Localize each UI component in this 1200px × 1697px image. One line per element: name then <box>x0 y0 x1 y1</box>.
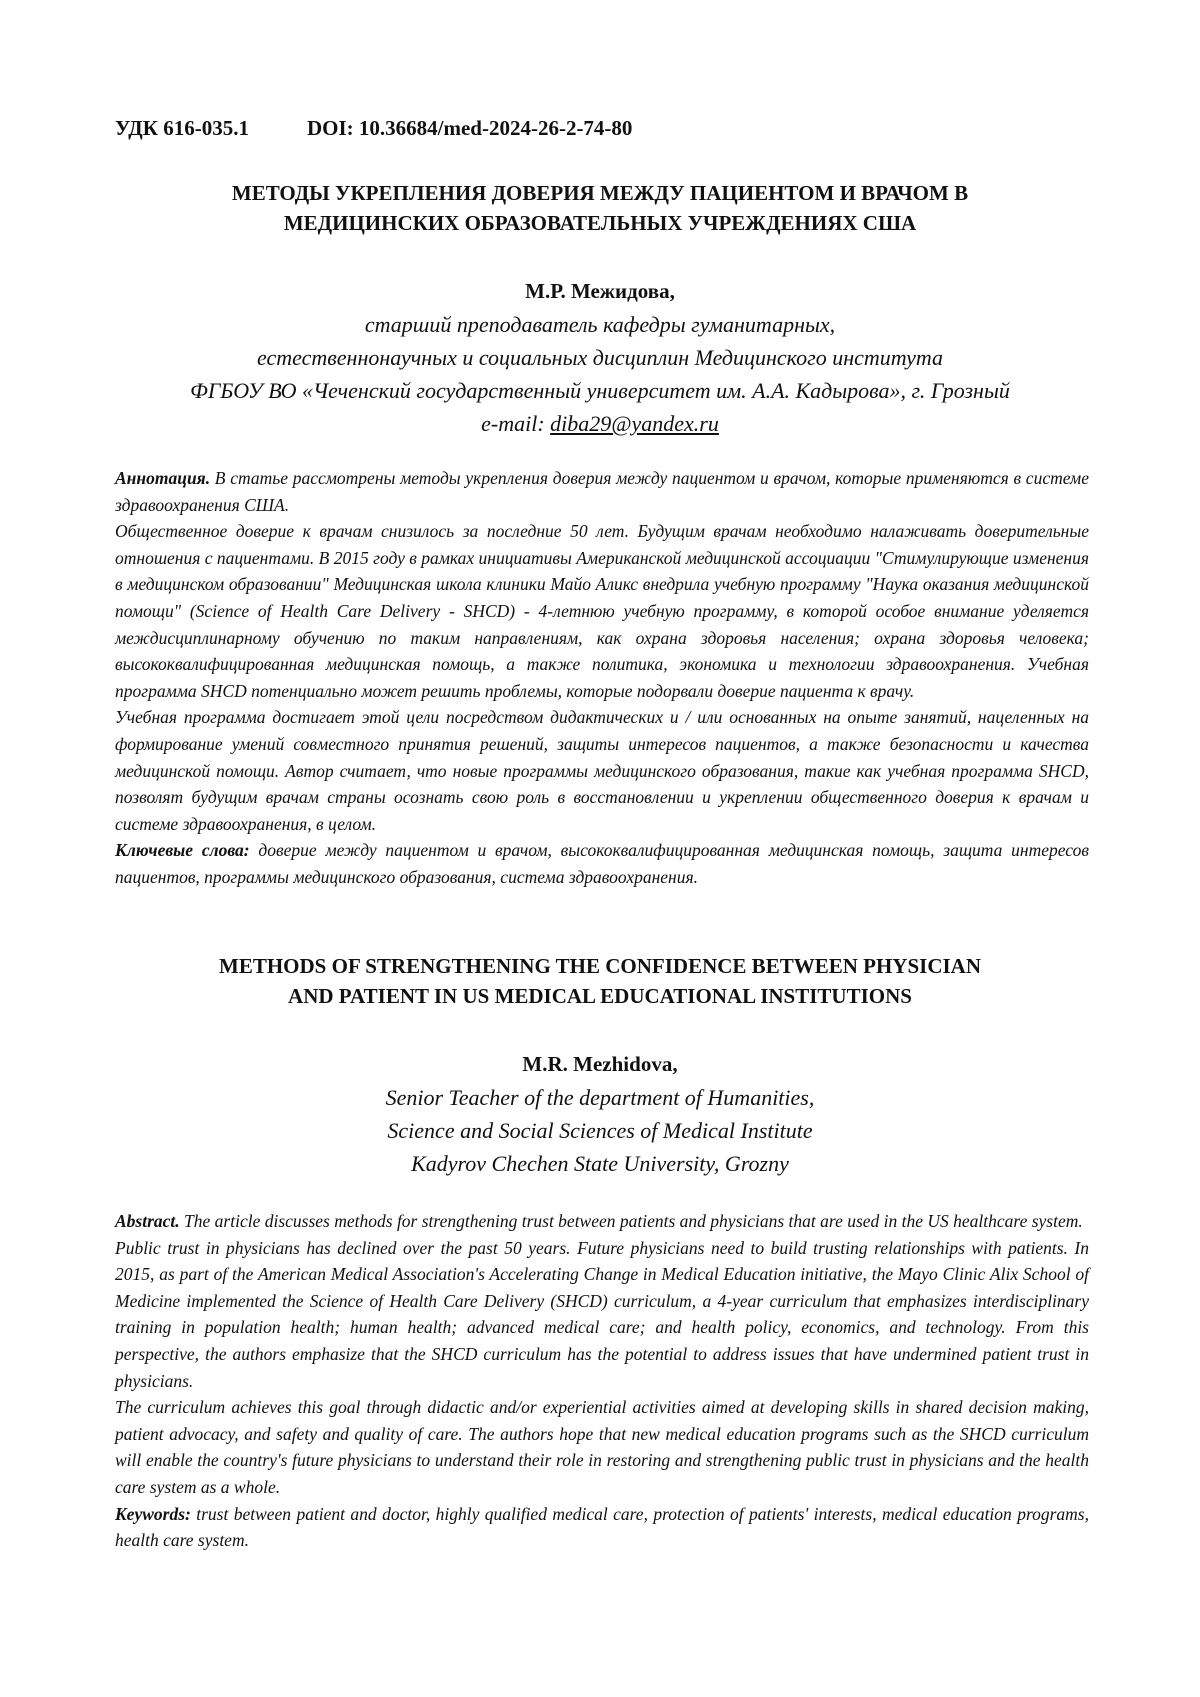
title-ru <box>115 178 1085 238</box>
author-name-en: M.R. Mezhidova, <box>522 1052 678 1076</box>
abstract-en-label: Abstract. <box>115 1211 180 1231</box>
affiliation-en-line-2: Science and Social Sciences of Medical Institute <box>387 1118 813 1143</box>
title-ru-line-1: МЕТОДЫ УКРЕПЛЕНИЯ ДОВЕРИЯ МЕЖДУ ПАЦИЕНТОМ И ВРАЧОМ В <box>231 181 969 205</box>
author-block-en <box>115 1048 1085 1180</box>
title-en-line-2: AND PATIENT IN US MEDICAL EDUCATIONAL INSTITUTIONS <box>288 984 912 1008</box>
abstract-ru-paragraph-3: Учебная программа достигает этой цели посредством дидактических и / или основанных на опыте занятий, нацеленных на формирование умений совместного принятия решений, защиты интересов пациентов, а также безопасности и качества медицинской помощи. Автор считает, что новые программы медицинского образования, такие как учебная программа SHCD, позволят будущим врачам страны осознать свою роль в восстановлении и укреплении общественного доверия к врачам и системе здравоохранения, в целом. <box>115 707 1089 834</box>
affiliation-en-line-1: Senior Teacher of the department of Humanities, <box>385 1085 815 1110</box>
abstract-en-paragraph-2: Public trust in physicians has declined over the past 50 years. Future physicians need to build trusting relationships with patients. In 2015, as part of the American Medical Association's Accelerating Change in Medical Education initiative, the Mayo Clinic Alix School of Medicine implemented the Science of Health Care Delivery (SHCD) curriculum, a 4-year curriculum that emphasizes interdisciplinary training in population health; human health; advanced medical care; and health policy, economics, and technology. From this perspective, the authors emphasize that the SHCD curriculum has the potential to address issues that have undermined patient trust in physicians. <box>115 1237 1089 1391</box>
title-ru-line-2: МЕДИЦИНСКИХ ОБРАЗОВАТЕЛЬНЫХ УЧРЕЖДЕНИЯХ США <box>283 211 917 235</box>
abstract-ru-label: Аннотация. <box>115 468 211 488</box>
affiliation-ru-line-2: естественнонаучных и социальных дисциплин Медицинского института <box>256 345 944 370</box>
abstract-ru-text-1: В статье рассмотрены методы укрепления доверия между пациентом и врачом, которые применяются в системе здравоохранения США. <box>115 468 1089 515</box>
abstract-ru-paragraph-2: Общественное доверие к врачам снизилось за последние 50 лет. Будущим врачам необходимо налаживать доверительные отношения с пациентами. В 2015 году в рамках инициативы Американской медицинской ассоциации "Стимулирующие изменения в медицинском образовании" Медицинская школа клиники Майо Аликс внедрила учебную программу "Наука оказания медицинской помощи" (Science of Health Care Delivery - SHCD) - 4-летнюю учебную программу, в которой особое внимание уделяется междисциплинарному обучению по таким направлениям, как охрана здоровья населения; охрана здоровья человека; высококвалифицированная медицинская помощь, а также политика, экономика и технологии здравоохранения. Учебная программа SHCD потенциально может решить проблемы, которые подорвали доверие пациента к врачу. <box>115 521 1089 701</box>
abstract-en-paragraph-1 <box>115 1208 1089 1235</box>
email-label: e-mail: <box>481 411 551 436</box>
keywords-ru-text: доверие между пациентом и врачом, высококвалифицированная медицинская помощь, защита интересов пациентов, программы медицинского образования, система здравоохранения. <box>115 840 1089 887</box>
keywords-en-text: trust between patient and doctor, highly qualified medical care, protection of patients' interests, medical education programs, health care system. <box>115 1503 1089 1551</box>
meta-line <box>115 116 632 141</box>
abstract-en <box>115 1208 1089 1554</box>
abstract-ru-paragraph-1 <box>115 465 1089 518</box>
author-block-ru <box>115 275 1085 440</box>
affiliation-ru-line-3: ФГБОУ ВО «Чеченский государственный университет им. А.А. Кадырова», г. Грозный <box>190 378 1010 403</box>
title-en-line-1: METHODS OF STRENGTHENING THE CONFIDENCE BETWEEN PHYSICIAN <box>219 954 981 978</box>
keywords-ru-label: Ключевые слова: <box>115 840 250 861</box>
abstract-en-text-1: The article discusses methods for strengthening trust between patients and physicians that are used in the US healthcare system. <box>179 1211 1083 1231</box>
abstract-ru <box>115 465 1089 891</box>
doi-code: DOI: 10.36684/med-2024-26-2-74-80 <box>306 116 633 140</box>
udc-code: УДК 616-035.1 <box>115 116 249 140</box>
affiliation-ru-line-1: старший преподаватель кафедры гуманитарных, <box>364 312 836 337</box>
title-en <box>115 951 1085 1011</box>
keywords-en-label: Keywords: <box>115 1503 191 1524</box>
affiliation-en-line-3: Kadyrov Chechen State University, Grozny <box>411 1151 789 1176</box>
author-name-ru: М.Р. Межидова, <box>525 279 675 303</box>
keywords-ru <box>115 837 1089 890</box>
abstract-en-paragraph-3: The curriculum achieves this goal through didactic and/or experiential activities aimed at developing skills in shared decision making, patient advocacy, and safety and quality of care. The authors hope that new medical education programs such as the SHCD curriculum will enable the country's future physicians to understand their role in restoring and strengthening public trust in physicians and the health care system as a whole. <box>115 1397 1089 1497</box>
keywords-en <box>115 1501 1089 1554</box>
email-link[interactable]: diba29@yandex.ru <box>550 411 719 436</box>
email-line <box>115 407 1085 440</box>
